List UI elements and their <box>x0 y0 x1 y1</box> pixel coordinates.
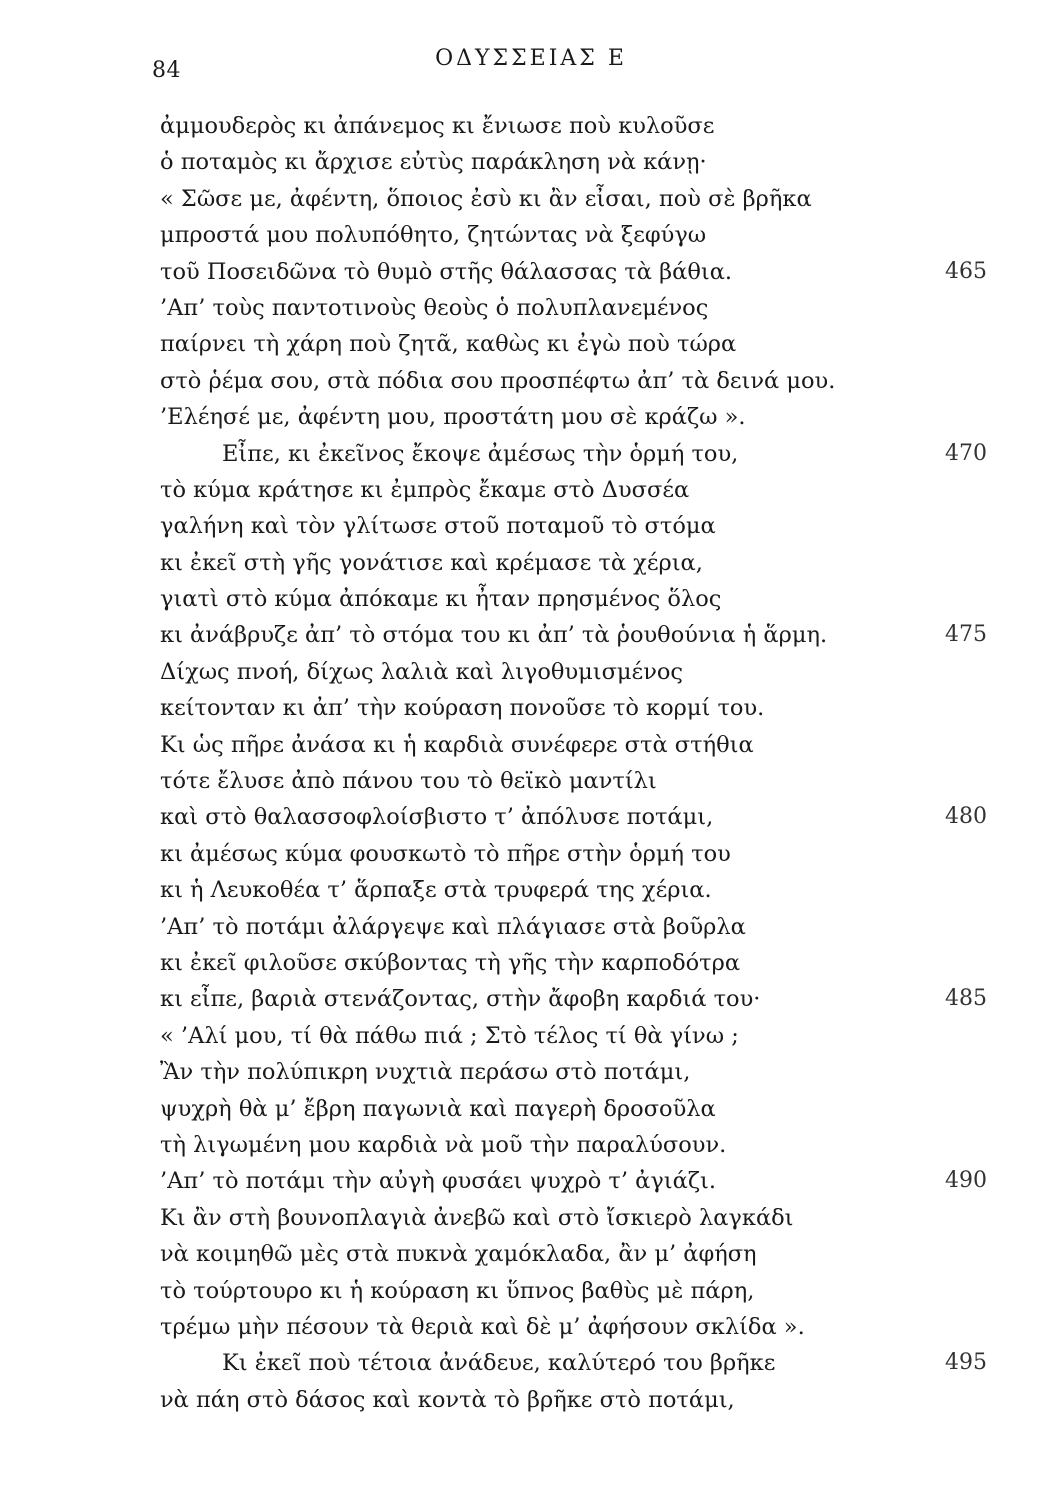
line-number: 470 <box>945 440 987 466</box>
verse-text: ’Απ’ τὸ ποτάμι τὴν αὐγὴ φυσάει ψυχρὸ τ’ ἀγιάζι. <box>160 1168 716 1195</box>
poem-body <box>0 108 1062 1418</box>
verse-text: Ἂν τὴν πολύπικρη νυχτιὰ περάσω στὸ ποτάμι, <box>160 1059 691 1086</box>
verse-line <box>0 363 1062 399</box>
verse-text: καὶ στὸ θαλασσοφλοίσβιστο τ’ ἀπόλυσε ποτάμι, <box>160 804 714 831</box>
line-number: 490 <box>945 1168 987 1194</box>
verse-line <box>0 181 1062 217</box>
verse-text: κι ἀνάβρυζε ἀπ’ τὸ στόμα του κι ἀπ’ τὰ ῥουθούνια ἡ ἅρμη. <box>160 622 828 649</box>
line-number: 465 <box>945 258 987 284</box>
verse-line <box>0 472 1062 508</box>
verse-line <box>0 690 1062 726</box>
line-number: 485 <box>945 986 987 1012</box>
verse-line <box>0 617 1062 653</box>
verse-text: κι ἐκεῖ στὴ γῆς γονάτισε καὶ κρέμασε τὰ χέρια, <box>160 549 703 576</box>
verse-text: « ’Αλί μου, τί θὰ πάθω πιά ; Στὸ τέλος τί θὰ γίνω ; <box>160 1022 739 1049</box>
verse-text: ὁ ποταμὸς κι ἄρχισε εὐτὺς παράκληση νὰ κάνῃ· <box>160 149 707 176</box>
verse-line <box>0 508 1062 544</box>
verse-line <box>0 727 1062 763</box>
verse-line <box>0 1091 1062 1127</box>
running-title: ΟΔΥΣΣΕΙΑΣ Ε <box>435 46 627 71</box>
verse-line <box>0 144 1062 180</box>
verse-line <box>0 581 1062 617</box>
verse-line <box>0 1345 1062 1381</box>
verse-line <box>0 909 1062 945</box>
verse-text: μπροστά μου πολυπόθητο, ζητώντας νὰ ξεφύγω <box>160 222 707 249</box>
verse-text: τοῦ Ποσειδῶνα τὸ θυμὸ στῆς θάλασσας τὰ βάθια. <box>160 258 733 285</box>
line-number: 480 <box>945 804 987 830</box>
verse-line <box>0 290 1062 326</box>
page-number: 84 <box>152 58 181 83</box>
verse-line <box>0 436 1062 472</box>
verse-text: γαλήνη καὶ τὸν γλίτωσε στοῦ ποταμοῦ τὸ στόμα <box>160 513 716 540</box>
verse-text: παίρνει τὴ χάρη ποὺ ζητᾶ, καθὼς κι ἐγὼ ποὺ τώρα <box>160 331 737 358</box>
verse-line <box>0 254 1062 290</box>
verse-text: ’Απ’ τοὺς παντοτινοὺς θεοὺς ὁ πολυπλανεμένος <box>160 294 709 321</box>
verse-text: κι εἶπε, βαριὰ στενάζοντας, στὴν ἄφοβη καρδιά του· <box>160 986 761 1013</box>
verse-text: τότε ἔλυσε ἀπὸ πάνου του τὸ θεϊκὸ μαντίλι <box>160 768 657 795</box>
verse-text: κι ἡ Λευκοθέα τ’ ἅρπαξε στὰ τρυφερά της χέρια. <box>160 877 712 904</box>
verse-text: κι ἀμέσως κύμα φουσκωτὸ τὸ πῆρε στὴν ὁρμή του <box>160 840 731 867</box>
verse-line <box>0 763 1062 799</box>
verse-line <box>0 799 1062 835</box>
verse-text: στὸ ῥέμα σου, στὰ πόδια σου προσπέφτω ἀπ’ τὰ δεινά μου. <box>160 367 836 394</box>
verse-line <box>0 1163 1062 1199</box>
verse-line <box>0 545 1062 581</box>
verse-line <box>0 872 1062 908</box>
verse-text: νὰ πάη στὸ δάσος καὶ κοντὰ τὸ βρῆκε στὸ ποτάμι, <box>160 1386 735 1413</box>
verse-text: ψυχρὴ θὰ μ’ ἔβρη παγωνιὰ καὶ παγερὴ δροσοῦλα <box>160 1095 716 1122</box>
verse-line <box>0 1236 1062 1272</box>
verse-text: Κι ἂν στὴ βουνοπλαγιὰ ἀνεβῶ καὶ στὸ ἴσκιερὸ λαγκάδι <box>160 1204 794 1231</box>
verse-line <box>0 654 1062 690</box>
verse-text: Κι ἐκεῖ ποὺ τέτοια ἀνάδευε, καλύτερό του βρῆκε <box>222 1350 776 1377</box>
verse-line <box>0 981 1062 1017</box>
verse-line <box>0 108 1062 144</box>
verse-line <box>0 1054 1062 1090</box>
verse-text: τὸ κύμα κράτησε κι ἐμπρὸς ἔκαμε στὸ Δυσσέα <box>160 476 690 503</box>
verse-text: κι ἐκεῖ φιλοῦσε σκύβοντας τὴ γῆς τὴν καρποδότρα <box>160 949 741 976</box>
verse-line <box>0 217 1062 253</box>
verse-text: ’Ελέησέ με, ἀφέντη μου, προστάτη μου σὲ κράζω ». <box>160 404 746 431</box>
verse-text: « Σῶσε με, ἀφέντη, ὅποιος ἐσὺ κι ἂν εἶσαι, ποὺ σὲ βρῆκα <box>160 185 812 212</box>
verse-line <box>0 1127 1062 1163</box>
verse-text: ἀμμουδερὸς κι ἀπάνεμος κι ἔνιωσε ποὺ κυλοῦσε <box>160 113 715 139</box>
verse-text: Δίχως πνοή, δίχως λαλιὰ καὶ λιγοθυμισμένος <box>160 658 684 685</box>
verse-text: τρέμω μὴν πέσουν τὰ θεριὰ καὶ δὲ μ’ ἀφήσουν σκλίδα ». <box>160 1313 805 1340</box>
verse-line <box>0 399 1062 435</box>
verse-text: τὸ τούρτουρο κι ἡ κούραση κι ὕπνος βαθὺς μὲ πάρη, <box>160 1277 755 1304</box>
verse-text: τὴ λιγωμένη μου καρδιὰ νὰ μοῦ τὴν παραλύσουν. <box>160 1131 727 1158</box>
line-number: 495 <box>945 1350 987 1376</box>
verse-text: νὰ κοιμηθῶ μὲς στὰ πυκνὰ χαμόκλαδα, ἂν μ’ ἀφήση <box>160 1241 757 1268</box>
verse-line <box>0 1018 1062 1054</box>
verse-line <box>0 1200 1062 1236</box>
verse-text: Εἶπε, κι ἐκεῖνος ἔκοψε ἀμέσως τὴν ὁρμή του, <box>222 440 739 467</box>
verse-text: κείτονταν κι ἀπ’ τὴν κούραση πονοῦσε τὸ κορμί του. <box>160 695 765 722</box>
verse-text: Κι ὡς πῆρε ἀνάσα κι ἡ καρδιὰ συνέφερε στὰ στήθια <box>160 731 754 758</box>
verse-text: ’Απ’ τὸ ποτάμι ἀλάργεψε καὶ πλάγιασε στὰ βοῦρλα <box>160 913 746 940</box>
verse-line <box>0 836 1062 872</box>
verse-line <box>0 326 1062 362</box>
verse-line <box>0 945 1062 981</box>
verse-line <box>0 1309 1062 1345</box>
verse-line <box>0 1273 1062 1309</box>
verse-line <box>0 1382 1062 1418</box>
verse-text: γιατὶ στὸ κύμα ἀπόκαμε κι ἦταν πρησμένος ὅλος <box>160 586 722 613</box>
line-number: 475 <box>945 622 987 648</box>
